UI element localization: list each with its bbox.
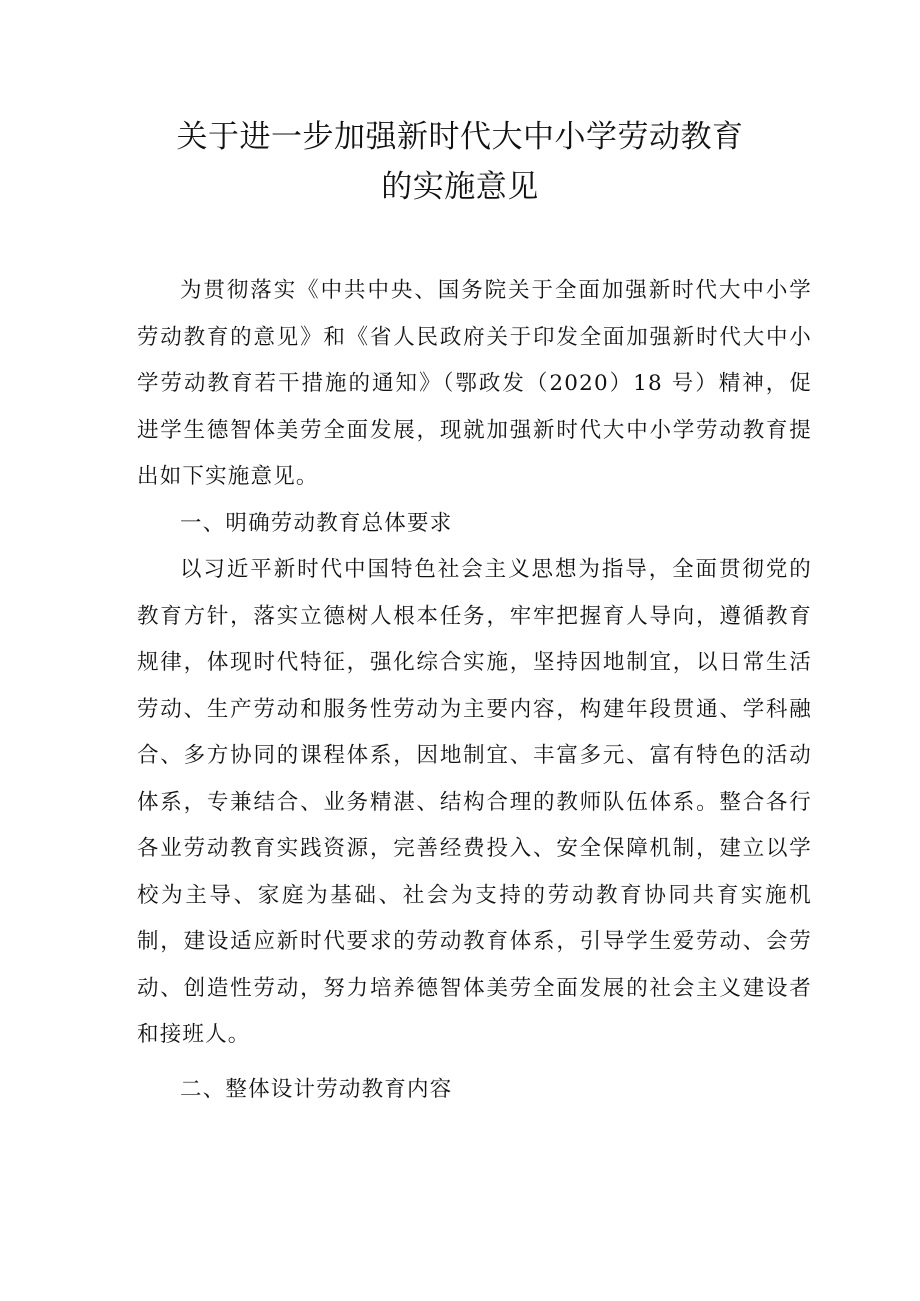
section-heading-2: 二、整体设计劳动教育内容 [180,1076,453,1102]
title-line-1: 关于进一步加强新时代大中小学劳动教育 [176,119,744,155]
document-body [137,268,812,1113]
intro-paragraph: 为贯彻落实《中共中央、国务院关于全面加强新时代大中小学劳动教育的意见》和《省人民政府关于印发全面加强新时代大中小学劳动教育若干措施的通知》（鄂政发（2020）18 号）精神，促进学生德智体美劳全面发展，现就加强新时代大中小学劳动教育提出如下实施意见。 [137,278,812,489]
section-heading-1: 一、明确劳动教育总体要求 [180,510,453,536]
section-1-paragraph: 以习近平新时代中国特色社会主义思想为指导，全面贯彻党的教育方针，落实立德树人根本任务，牢牢把握育人导向，遵循教育规律，体现时代特征，强化综合实施，坚持因地制宜，以日常生活劳动、生产劳动和服务性劳动为主要内容，构建年段贯通、学科融合、多方协同的课程体系，因地制宜、丰富多元、富有特色的活动体系，专兼结合、业务精湛、结构合理的教师队伍体系。整合各行各业劳动教育实践资源，完善经费投入、安全保障机制，建立以学校为主导、家庭为基础、社会为支持的劳动教育协同共育实施机制，建设适应新时代要求的劳动教育体系，引导学生爱劳动、会劳动、创造性劳动，努力培养德智体美劳全面发展的社会主义建设者和接班人。 [137,557,812,1047]
title-line-2: 的实施意见 [381,169,539,205]
document-title [108,112,812,212]
